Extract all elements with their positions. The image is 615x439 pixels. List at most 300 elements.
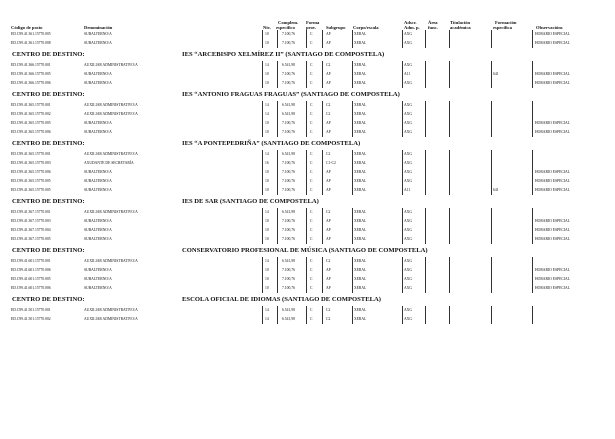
cell-forma-prov: C (310, 210, 313, 214)
column-divider (322, 177, 323, 186)
column-divider (322, 70, 323, 79)
column-divider (491, 168, 492, 177)
cell-niv: 10 (265, 170, 269, 174)
cell-adscripcion: AXG (404, 237, 412, 241)
cell-forma-prov: C (310, 268, 313, 272)
cell-codigo: ED.C99.41.365.15770.005 (11, 179, 51, 183)
column-divider (322, 186, 323, 195)
cell-complemento: 7.100,76 (282, 81, 295, 85)
column-divider (402, 159, 403, 168)
cell-observacions: HORARIO ESPECIAL (535, 286, 570, 290)
table-row (0, 101, 615, 110)
column-divider (491, 226, 492, 235)
column-divider (449, 101, 450, 110)
column-divider (425, 284, 426, 293)
cell-subgrupo: C2 (326, 210, 331, 214)
cell-niv: 14 (265, 103, 269, 107)
column-divider (262, 30, 263, 39)
column-divider (306, 177, 307, 186)
column-divider (402, 315, 403, 324)
table-row (0, 266, 615, 275)
cell-adscripcion: AXG (404, 259, 412, 263)
cell-codigo: ED.C99.41.367.15770.005 (11, 237, 51, 241)
column-divider (402, 266, 403, 275)
column-divider (425, 128, 426, 137)
column-divider (402, 235, 403, 244)
column-divider (277, 119, 278, 128)
column-divider (306, 235, 307, 244)
center-name: IES DE SAR (SANTIAGO DE COMPOSTELA) (182, 198, 319, 205)
column-divider (262, 284, 263, 293)
cell-complemento: 6.541,98 (282, 152, 295, 156)
column-divider (322, 306, 323, 315)
column-divider (532, 128, 533, 137)
cell-adscripcion: AXG (404, 103, 412, 107)
cell-denominacion: AUXILIAR ADMINISTRATIVO/A (84, 259, 138, 263)
cell-adscripcion: AXG (404, 268, 412, 272)
cell-corpo: XERAL (354, 308, 367, 312)
center-name: IES “ARCEBISPO XELMÍREZ II” (SANTIAGO DE COMPOSTELA) (182, 51, 385, 58)
column-divider (532, 217, 533, 226)
cell-subgrupo: AP (326, 170, 331, 174)
cell-complemento: 6.541,98 (282, 63, 295, 67)
cell-denominacion: SUBALTERNO/A (84, 228, 112, 232)
table-row (0, 119, 615, 128)
column-divider (262, 275, 263, 284)
cell-denominacion: SUBALTERNO/A (84, 72, 112, 76)
cell-subgrupo: AP (326, 237, 331, 241)
column-divider (402, 208, 403, 217)
column-divider (306, 119, 307, 128)
column-divider (352, 168, 353, 177)
column-divider (449, 61, 450, 70)
cell-forma-prov: C (310, 228, 313, 232)
cell-adscripcion: AXG (404, 121, 412, 125)
table-row (0, 168, 615, 177)
column-divider (277, 284, 278, 293)
column-divider (491, 275, 492, 284)
column-divider (402, 217, 403, 226)
cell-adscripcion: AXG (404, 219, 412, 223)
cell-denominacion: AUXILIAR ADMINISTRATIVO/A (84, 63, 138, 67)
cell-forma-prov: C (310, 179, 313, 183)
column-divider (262, 306, 263, 315)
header-area-2: func. (428, 25, 438, 30)
header-complem-1: Complem. (278, 20, 299, 25)
cell-observacions: HORARIO ESPECIAL (535, 170, 570, 174)
cell-codigo: ED.C99.41.501.15770.002 (11, 317, 51, 321)
cell-forma-prov: C (310, 188, 313, 192)
column-divider (491, 208, 492, 217)
column-divider (491, 266, 492, 275)
header-forma-1: Forma (306, 20, 320, 25)
column-divider (322, 208, 323, 217)
column-divider (425, 208, 426, 217)
column-divider (352, 208, 353, 217)
cell-forma-prov: C (310, 170, 313, 174)
column-divider (449, 208, 450, 217)
table-row (0, 39, 615, 48)
column-divider (352, 110, 353, 119)
column-divider (322, 128, 323, 137)
cell-subgrupo: AP (326, 41, 331, 45)
cell-observacions: HORARIO ESPECIAL (535, 277, 570, 281)
cell-subgrupo: C2 (326, 63, 331, 67)
column-divider (306, 61, 307, 70)
cell-adscripcion: AXG (404, 179, 412, 183)
cell-complemento: 7.100,76 (282, 170, 295, 174)
column-divider (491, 70, 492, 79)
column-divider (262, 128, 263, 137)
cell-observacions: HORARIO ESPECIAL (535, 130, 570, 134)
column-divider (262, 235, 263, 244)
cell-adscripcion: AXG (404, 286, 412, 290)
column-divider (306, 128, 307, 137)
column-divider (306, 159, 307, 168)
cell-codigo: ED.C99.41.367.15770.003 (11, 219, 51, 223)
cell-forma-prov: C (310, 41, 313, 45)
column-divider (532, 168, 533, 177)
cell-niv: 10 (265, 237, 269, 241)
table-row (0, 70, 615, 79)
cell-corpo: XERAL (354, 152, 367, 156)
column-divider (491, 186, 492, 195)
center-name: IES “ANTONIO FRAGUAS FRAGUAS” (SANTIAGO DE COMPOSTELA) (182, 91, 400, 98)
column-divider (277, 266, 278, 275)
column-divider (306, 79, 307, 88)
cell-adscripcion: AXG (404, 63, 412, 67)
column-divider (532, 79, 533, 88)
cell-denominacion: SUBALTERNO/A (84, 81, 112, 85)
cell-forma-prov: C (310, 259, 313, 263)
header-titulacion-2: académica (450, 25, 471, 30)
cell-niv: 10 (265, 219, 269, 223)
header-adscr-2: Adm. p. (404, 25, 420, 30)
cell-codigo: ED.C99.41.361.15770.008 (11, 41, 51, 45)
cell-codigo: ED.C99.41.361.15770.005 (11, 32, 51, 36)
column-divider (425, 61, 426, 70)
column-divider (402, 128, 403, 137)
column-divider (491, 177, 492, 186)
column-divider (277, 159, 278, 168)
cell-niv: 10 (265, 286, 269, 290)
column-divider (532, 315, 533, 324)
column-divider (262, 61, 263, 70)
column-divider (352, 79, 353, 88)
table-row (0, 275, 615, 284)
cell-corpo: XERAL (354, 286, 367, 290)
column-divider (491, 217, 492, 226)
column-divider (491, 315, 492, 324)
cell-adscripcion: A11 (404, 188, 411, 192)
cell-subgrupo: C1-C2 (326, 161, 336, 165)
column-divider (277, 257, 278, 266)
header-corpo: Corpo/escala (353, 25, 379, 30)
column-divider (449, 177, 450, 186)
table-row (0, 30, 615, 39)
cell-complemento: 7.100,76 (282, 228, 295, 232)
column-divider (322, 217, 323, 226)
cell-codigo: ED.C99.41.501.15770.001 (11, 308, 51, 312)
cell-complemento: 7.100,76 (282, 161, 295, 165)
column-divider (277, 150, 278, 159)
cell-codigo: ED.C99.41.366.15770.005 (11, 72, 51, 76)
cell-niv: 10 (265, 268, 269, 272)
column-divider (262, 70, 263, 79)
cell-codigo: ED.C99.41.367.15770.001 (11, 210, 51, 214)
column-divider (425, 39, 426, 48)
cell-forma-prov: C (310, 161, 313, 165)
cell-complemento: 7.100,76 (282, 286, 295, 290)
cell-corpo: XERAL (354, 219, 367, 223)
cell-corpo: XERAL (354, 317, 367, 321)
cell-corpo: XERAL (354, 228, 367, 232)
column-divider (532, 150, 533, 159)
center-label: CENTRO DE DESTINO: (12, 247, 85, 254)
column-divider (322, 119, 323, 128)
cell-denominacion: SUBALTERNO/A (84, 121, 112, 125)
column-divider (277, 226, 278, 235)
column-divider (306, 39, 307, 48)
column-divider (425, 275, 426, 284)
cell-complemento: 7.100,76 (282, 277, 295, 281)
center-label: CENTRO DE DESTINO: (12, 198, 85, 205)
cell-codigo: ED.C99.41.365.15770.005 (11, 121, 51, 125)
cell-denominacion: SUBALTERNO/A (84, 130, 112, 134)
column-divider (277, 235, 278, 244)
column-divider (306, 30, 307, 39)
cell-subgrupo: AP (326, 32, 331, 36)
column-divider (322, 275, 323, 284)
cell-complemento: 7.100,76 (282, 219, 295, 223)
table-row (0, 284, 615, 293)
column-divider (322, 159, 323, 168)
cell-codigo: ED.C99.41.367.15770.004 (11, 228, 51, 232)
column-divider (491, 284, 492, 293)
cell-forma-prov: C (310, 286, 313, 290)
table-row (0, 159, 615, 168)
cell-forma-prov: C (310, 63, 313, 67)
column-divider (306, 110, 307, 119)
cell-subgrupo: AP (326, 188, 331, 192)
column-divider (277, 70, 278, 79)
column-divider (425, 257, 426, 266)
cell-subgrupo: AP (326, 268, 331, 272)
cell-codigo: ED.C99.41.365.15770.005 (11, 188, 51, 192)
column-divider (262, 119, 263, 128)
column-divider (402, 110, 403, 119)
cell-forma-prov: C (310, 81, 313, 85)
column-divider (277, 177, 278, 186)
column-divider (491, 30, 492, 39)
cell-niv: 16 (265, 161, 269, 165)
column-divider (306, 150, 307, 159)
column-divider (402, 226, 403, 235)
column-divider (262, 168, 263, 177)
cell-niv: 10 (265, 41, 269, 45)
column-divider (449, 257, 450, 266)
cell-niv: 10 (265, 179, 269, 183)
cell-corpo: XERAL (354, 170, 367, 174)
center-label: CENTRO DE DESTINO: (12, 140, 85, 147)
cell-observacions: HORARIO ESPECIAL (535, 228, 570, 232)
cell-complemento: 6.541,98 (282, 103, 295, 107)
header-formacion-1: Formación (495, 20, 517, 25)
column-divider (352, 186, 353, 195)
column-divider (352, 257, 353, 266)
column-divider (449, 306, 450, 315)
cell-denominacion: SUBALTERNO/A (84, 32, 112, 36)
cell-forma-prov: C (310, 152, 313, 156)
column-divider (306, 101, 307, 110)
column-divider (277, 128, 278, 137)
column-divider (532, 186, 533, 195)
column-divider (402, 186, 403, 195)
column-divider (425, 150, 426, 159)
cell-complemento: 6.541,98 (282, 210, 295, 214)
cell-corpo: XERAL (354, 277, 367, 281)
column-divider (449, 159, 450, 168)
cell-corpo: XERAL (354, 103, 367, 107)
column-divider (532, 110, 533, 119)
column-divider (322, 168, 323, 177)
column-divider (262, 110, 263, 119)
header-denominacion: Denominación (84, 25, 113, 30)
column-divider (425, 226, 426, 235)
cell-subgrupo: AP (326, 72, 331, 76)
center-label: CENTRO DE DESTINO: (12, 296, 85, 303)
center-label: CENTRO DE DESTINO: (12, 51, 85, 58)
cell-formacion: 641 (493, 188, 499, 192)
column-divider (425, 119, 426, 128)
cell-denominacion: SUBALTERNO/A (84, 219, 112, 223)
column-divider (306, 284, 307, 293)
cell-denominacion: SUBALTERNO/A (84, 179, 112, 183)
cell-subgrupo: C2 (326, 152, 331, 156)
cell-subgrupo: AP (326, 130, 331, 134)
column-divider (277, 110, 278, 119)
column-divider (532, 226, 533, 235)
cell-corpo: XERAL (354, 63, 367, 67)
column-divider (491, 110, 492, 119)
cell-adscripcion: AXG (404, 41, 412, 45)
cell-denominacion: SUBALTERNO/A (84, 170, 112, 174)
column-divider (352, 119, 353, 128)
column-divider (532, 275, 533, 284)
cell-subgrupo: AP (326, 219, 331, 223)
cell-subgrupo: C2 (326, 308, 331, 312)
column-divider (449, 119, 450, 128)
column-divider (402, 119, 403, 128)
cell-adscripcion: AXG (404, 130, 412, 134)
cell-niv: 10 (265, 130, 269, 134)
column-divider (449, 235, 450, 244)
column-divider (352, 61, 353, 70)
cell-denominacion: SUBALTERNO/A (84, 286, 112, 290)
cell-subgrupo: C2 (326, 259, 331, 263)
column-divider (262, 79, 263, 88)
column-divider (277, 79, 278, 88)
cell-corpo: XERAL (354, 130, 367, 134)
cell-niv: 14 (265, 308, 269, 312)
cell-subgrupo: AP (326, 277, 331, 281)
column-divider (352, 315, 353, 324)
cell-niv: 14 (265, 112, 269, 116)
column-divider (306, 306, 307, 315)
column-divider (449, 226, 450, 235)
column-divider (449, 275, 450, 284)
cell-subgrupo: C2 (326, 112, 331, 116)
center-label: CENTRO DE DESTINO: (12, 91, 85, 98)
column-divider (352, 159, 353, 168)
cell-denominacion: AXUDANTE DE SECRETARÍA (84, 161, 134, 165)
column-divider (352, 70, 353, 79)
cell-denominacion: SUBALTERNO/A (84, 41, 112, 45)
column-divider (425, 159, 426, 168)
column-divider (277, 30, 278, 39)
table-row (0, 226, 615, 235)
cell-forma-prov: C (310, 219, 313, 223)
center-name: IES “A PONTEPEDRIÑA” (SANTIAGO DE COMPOSTELA) (182, 140, 361, 147)
column-divider (402, 257, 403, 266)
cell-corpo: XERAL (354, 268, 367, 272)
column-divider (491, 61, 492, 70)
column-divider (449, 110, 450, 119)
cell-complemento: 7.100,76 (282, 188, 295, 192)
cell-complemento: 7.100,76 (282, 121, 295, 125)
column-divider (352, 101, 353, 110)
cell-adscripcion: AXG (404, 161, 412, 165)
cell-adscripcion: AXG (404, 112, 412, 116)
cell-adscripcion: A11 (404, 72, 411, 76)
cell-codigo: ED.C99.41.365.15770.006 (11, 170, 51, 174)
column-divider (277, 61, 278, 70)
cell-complemento: 6.541,98 (282, 308, 295, 312)
cell-adscripcion: AXG (404, 210, 412, 214)
column-divider (402, 284, 403, 293)
column-divider (322, 235, 323, 244)
cell-observacions: HORARIO ESPECIAL (535, 72, 570, 76)
cell-observacions: HORARIO ESPECIAL (535, 268, 570, 272)
column-divider (425, 110, 426, 119)
column-divider (277, 306, 278, 315)
cell-adscripcion: AXG (404, 152, 412, 156)
column-divider (262, 101, 263, 110)
cell-complemento: 7.100,76 (282, 237, 295, 241)
column-divider (306, 70, 307, 79)
column-divider (352, 217, 353, 226)
cell-codigo: ED.C99.41.601.15770.005 (11, 277, 51, 281)
column-divider (322, 101, 323, 110)
column-divider (262, 150, 263, 159)
column-divider (402, 168, 403, 177)
column-divider (306, 217, 307, 226)
cell-niv: 14 (265, 259, 269, 263)
column-divider (277, 315, 278, 324)
column-divider (402, 101, 403, 110)
column-divider (262, 266, 263, 275)
cell-codigo: ED.C99.41.365.15770.003 (11, 161, 51, 165)
cell-observacions: HORARIO ESPECIAL (535, 188, 570, 192)
column-divider (306, 208, 307, 217)
column-divider (322, 30, 323, 39)
column-divider (425, 315, 426, 324)
column-divider (491, 39, 492, 48)
column-divider (449, 30, 450, 39)
cell-complemento: 7.100,76 (282, 268, 295, 272)
column-divider (322, 79, 323, 88)
column-divider (425, 70, 426, 79)
